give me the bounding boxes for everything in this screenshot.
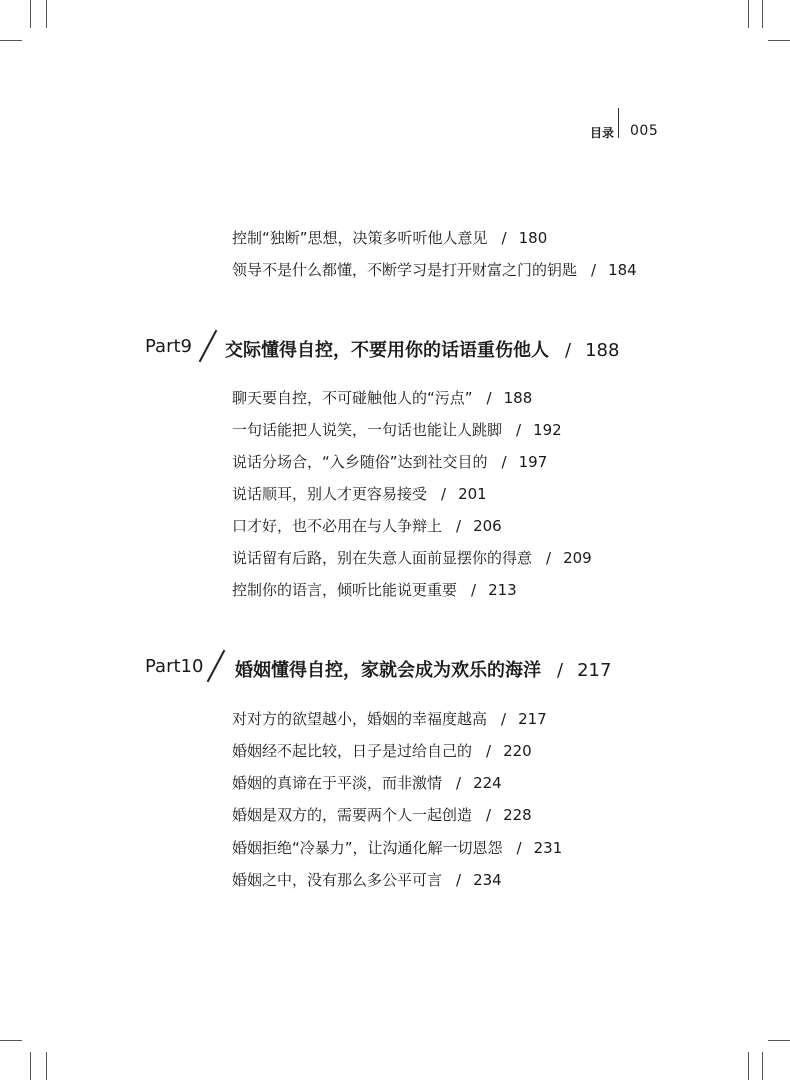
toc-separator: / [501,453,507,471]
toc-entry-page: 213 [488,581,517,599]
toc-entry-title: 聊天要自控，不可碰触他人的“污点” [232,389,473,407]
toc-separator: / [501,229,507,247]
crop-mark [762,0,763,28]
toc-entry-page: 192 [533,421,562,439]
toc-entry-title: 控制“独断”思想，决策多听听他人意见 [232,229,488,247]
toc-entry-page: 234 [473,871,502,889]
toc-entry[interactable] [232,773,502,793]
crop-mark [0,1040,22,1041]
toc-entry[interactable] [232,452,547,472]
toc-entry[interactable] [232,388,532,408]
toc-entry[interactable] [232,548,592,568]
crop-mark [748,1052,749,1080]
part-page: 217 [577,660,612,681]
toc-entry-title: 婚姻的真谛在于平淡，而非激情 [232,774,443,792]
part-title-text: 婚姻懂得自控，家就会成为欢乐的海洋 [235,660,541,681]
crop-mark [46,0,47,28]
toc-entry-page: 217 [518,710,547,728]
toc-separator: / [456,517,462,535]
toc-entry-title: 领导不是什么都懂，不断学习是打开财富之门的钥匙 [232,261,578,279]
toc-entry[interactable] [232,805,532,825]
toc-separator: / [456,871,462,889]
toc-entry-page: 201 [458,485,487,503]
crop-mark [748,0,749,28]
toc-entry[interactable] [232,228,547,248]
crop-mark [768,40,790,41]
toc-separator: / [557,660,564,681]
toc-separator: / [471,581,477,599]
toc-entry-page: 231 [533,839,563,857]
toc-entry-page: 184 [608,261,637,279]
toc-entry-title: 说话留有后路，别在失意人面前显摆你的得意 [232,549,533,567]
toc-entry-title: 一句话能把人说笑，一句话也能让人跳脚 [232,421,503,439]
toc-entry-title: 婚姻经不起比较，日子是过给自己的 [232,742,473,760]
toc-entry[interactable] [232,260,637,280]
toc-entry-title: 控制你的语言，倾听比能说更重要 [232,581,458,599]
part-page: 188 [585,340,620,361]
toc-entry-page: 206 [473,517,502,535]
crop-mark [30,0,31,28]
toc-entry[interactable] [232,580,517,600]
toc-separator: / [456,774,462,792]
toc-separator: / [486,742,492,760]
toc-entry-title: 婚姻拒绝“冷暴力”，让沟通化解一切恩怨 [232,839,503,857]
toc-entry[interactable] [232,484,487,504]
part-slash-divider [207,650,226,683]
toc-entry-title: 婚姻之中，没有那么多公平可言 [232,871,443,889]
toc-separator: / [441,485,447,503]
toc-entry-title: 口才好，也不必用在与人争辩上 [232,517,443,535]
toc-separator: / [516,839,522,857]
toc-separator: / [591,261,597,279]
toc-entry-title: 婚姻是双方的，需要两个人一起创造 [232,806,473,824]
crop-mark [0,40,22,41]
toc-entry-page: 228 [503,806,532,824]
part-label: Part9 [145,336,192,357]
crop-mark [30,1052,31,1080]
toc-separator: / [486,389,492,407]
crop-mark [768,1040,790,1041]
page-number: 005 [630,123,659,139]
running-head-title: 目录 [589,126,614,140]
part-title [225,336,619,362]
crop-mark [762,1052,763,1080]
toc-separator: / [516,421,522,439]
part-title [235,656,611,682]
toc-entry-page: 220 [503,742,532,760]
toc-entry-title: 对对方的欲望越小，婚姻的幸福度越高 [232,710,488,728]
crop-mark [46,1052,47,1080]
running-head [560,122,680,144]
toc-entry-title: 说话顺耳，别人才更容易接受 [232,485,428,503]
toc-separator: / [565,340,572,361]
part-slash-divider [199,330,218,363]
toc-entry[interactable] [232,709,547,729]
toc-entry[interactable] [232,516,502,536]
toc-separator: / [546,549,552,567]
running-head-divider [618,108,619,138]
toc-entry-page: 180 [518,229,548,247]
toc-entry-title: 说话分场合，“入乡随俗”达到社交目的 [232,453,488,471]
toc-entry[interactable] [232,420,562,440]
toc-entry[interactable] [232,870,502,890]
toc-separator: / [486,806,492,824]
toc-entry-page: 188 [503,389,533,407]
toc-separator: / [501,710,507,728]
toc-entry[interactable] [232,741,532,761]
toc-entry[interactable] [232,838,562,858]
part-label: Part10 [145,656,204,677]
toc-entry-page: 209 [563,549,592,567]
toc-entry-page: 197 [518,453,548,471]
part-title-text: 交际懂得自控，不要用你的话语重伤他人 [225,340,549,361]
toc-entry-page: 224 [473,774,502,792]
